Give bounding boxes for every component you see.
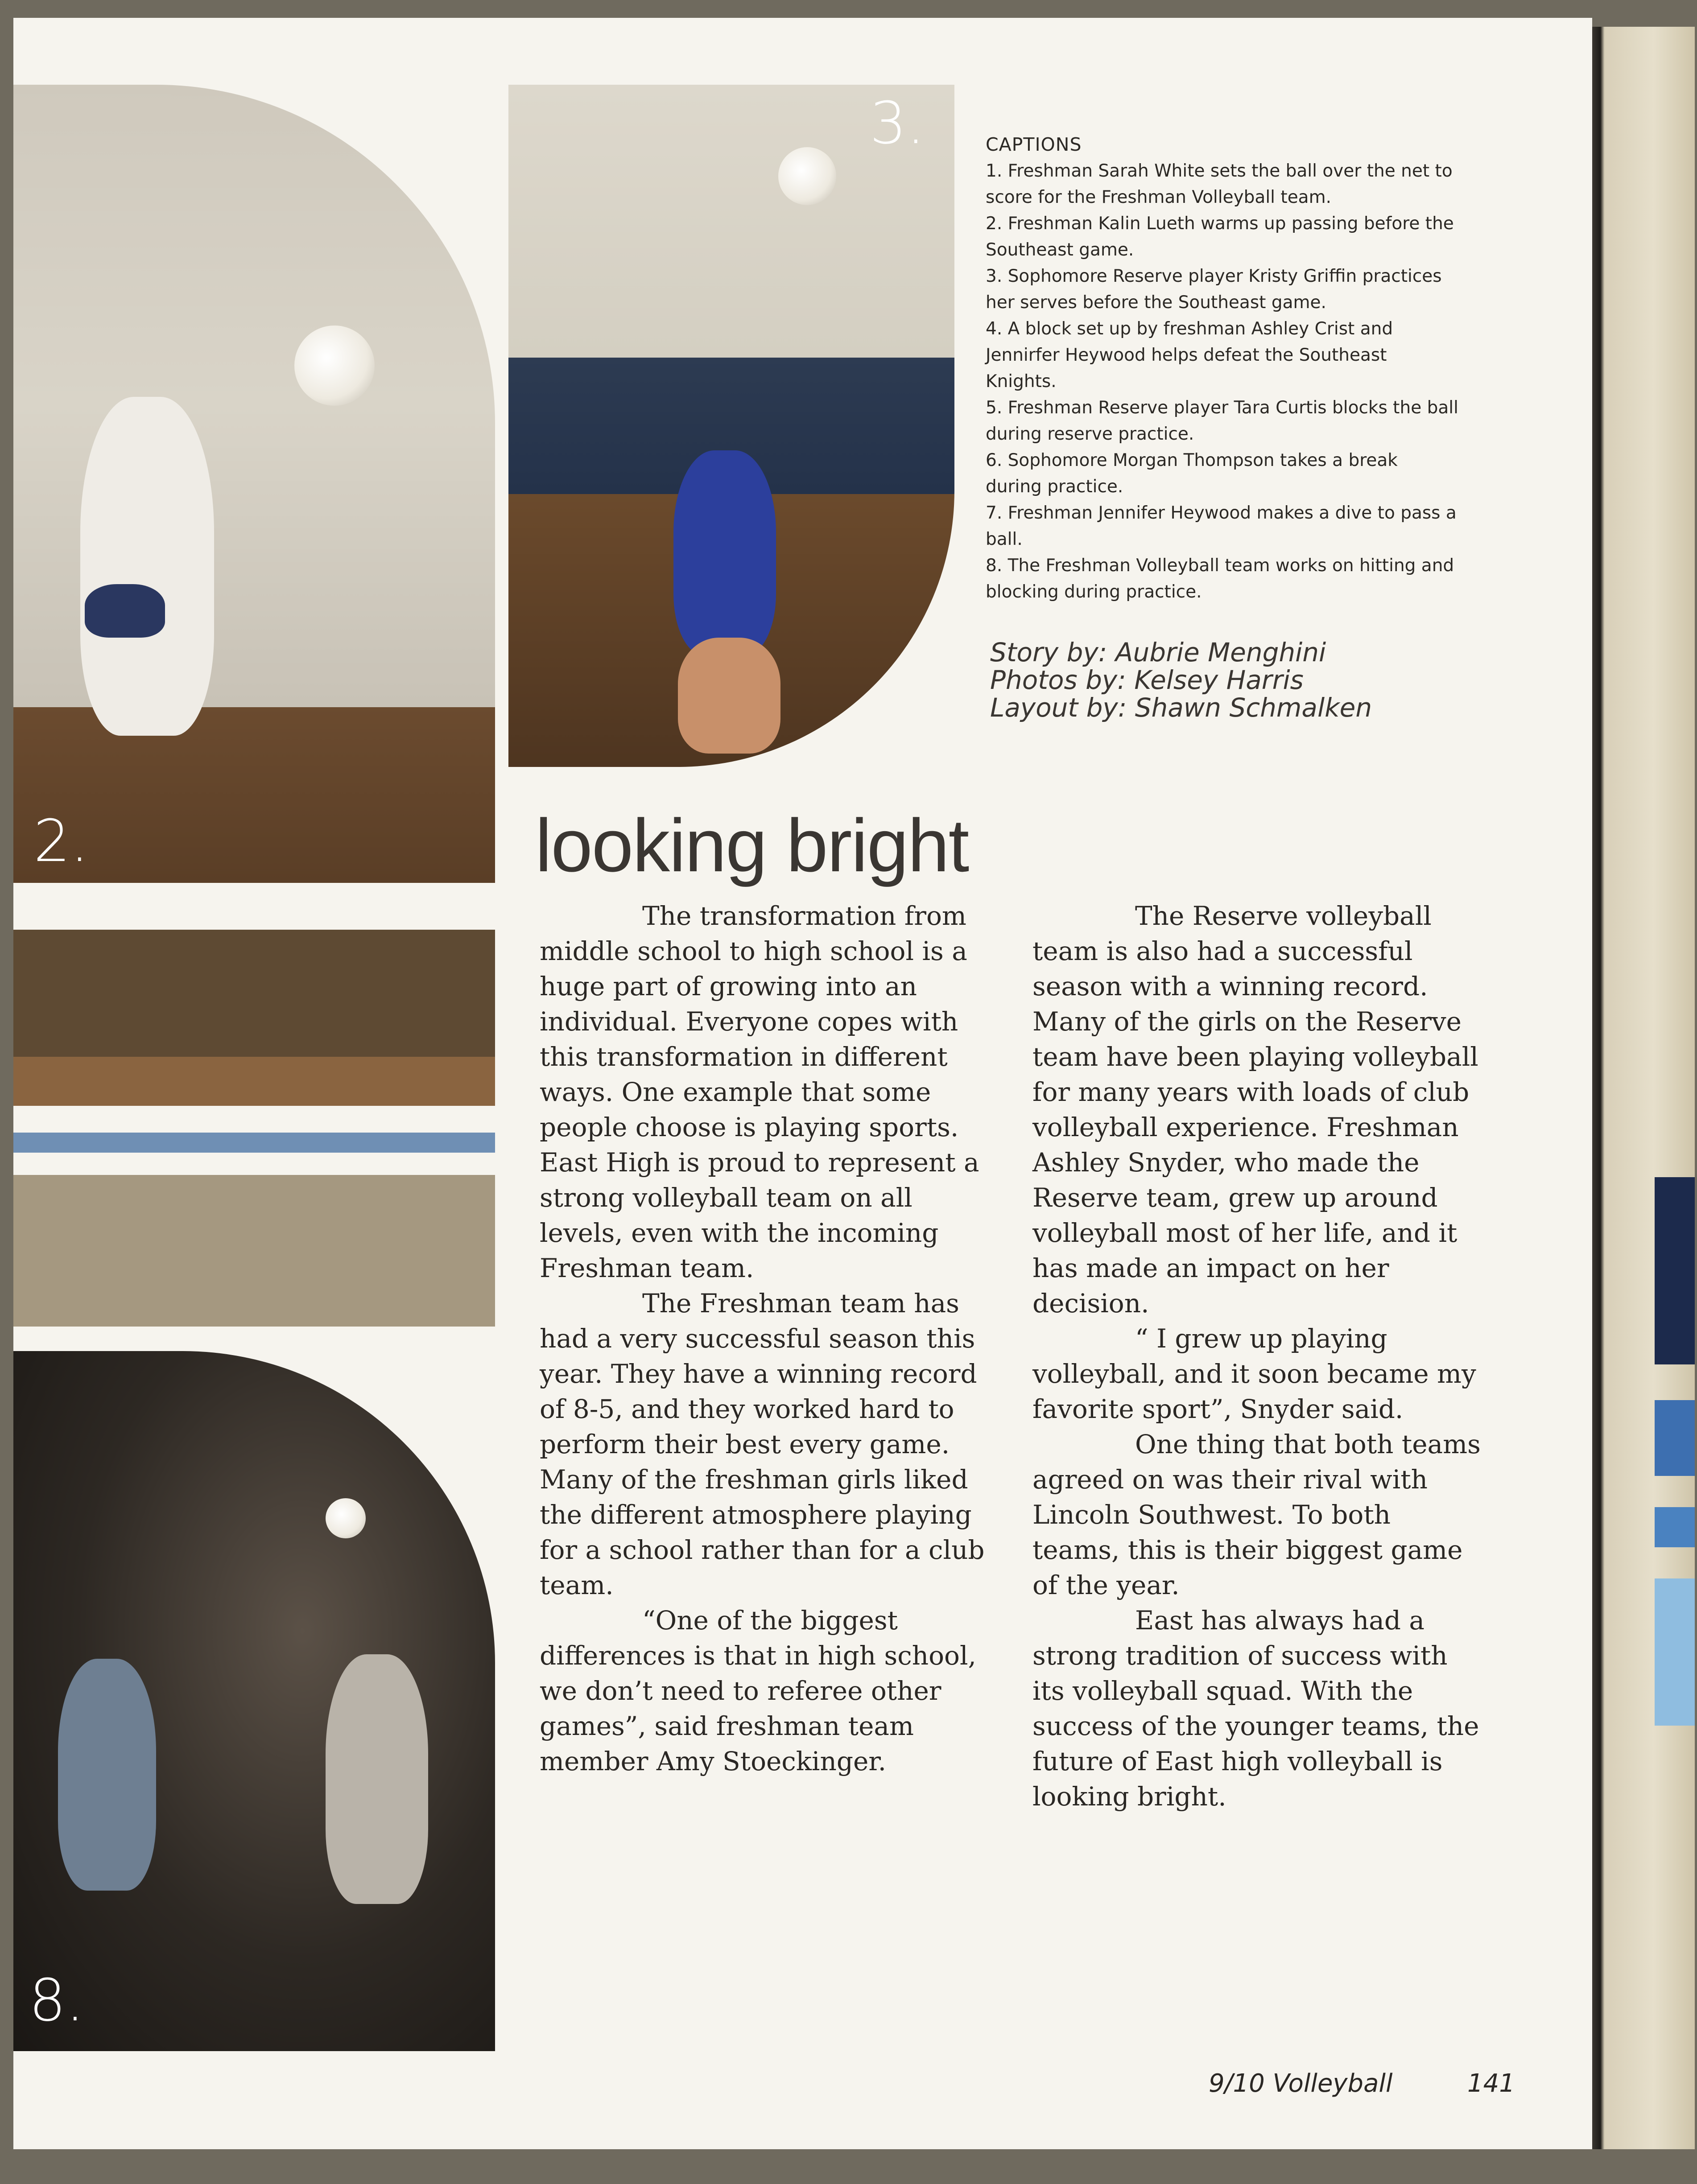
player-figure bbox=[80, 397, 214, 736]
volleyball bbox=[326, 1498, 366, 1538]
player-jersey bbox=[673, 450, 776, 655]
article-column-left bbox=[540, 898, 990, 1779]
caption-8: 8. The Freshman Volleyball team works on hitting and blocking during practice. bbox=[986, 556, 1454, 602]
credit-story: Story by: Aubrie Menghini bbox=[990, 637, 1326, 668]
captions-heading: CAPTIONS bbox=[986, 134, 1082, 155]
player-figure bbox=[326, 1654, 428, 1904]
caption-7: 7. Freshman Jennifer Heywood makes a dive to pass a ball. bbox=[986, 503, 1457, 549]
yearbook-page bbox=[13, 18, 1592, 2149]
player-legs bbox=[678, 638, 780, 754]
spine-band-navy bbox=[1655, 1177, 1695, 1364]
stripe-tan bbox=[13, 1175, 495, 1327]
article-paragraph: The Freshman team has had a very successful season this year. They have a winning record of 8-5, and they worked hard to perform their best every game. Many of the freshman girls liked the different atmosphere playing for a school rather than for a club team. bbox=[540, 1288, 985, 1600]
caption-5: 5. Freshman Reserve player Tara Curtis blocks the ball during reserve practice. bbox=[986, 398, 1458, 444]
article-paragraph: “ I grew up playing volleyball, and it soon became my favorite sport”, Snyder said. bbox=[1032, 1323, 1476, 1424]
spine-band-light bbox=[1655, 1578, 1695, 1726]
article-paragraph: The transformation from middle school to high school is a huge part of growing into an individual. Everyone copes with this transformation in different ways. One example that some people choose is playing sports. East High is proud to represent a strong volleyball team on all levels, even with the incoming Freshman team. bbox=[540, 901, 979, 1283]
article-paragraph: One thing that both teams agreed on was their rival with Lincoln Southwest. To both teams, this is their biggest game of the year. bbox=[1032, 1429, 1481, 1600]
article-column-right bbox=[1032, 898, 1483, 1814]
stripe-brown-dark bbox=[13, 930, 495, 1063]
spine-band-blue-2 bbox=[1655, 1507, 1695, 1547]
photo-hitting-practice bbox=[13, 1351, 495, 2051]
credit-layout: Layout by: Shawn Schmalken bbox=[990, 692, 1372, 723]
caption-2: 2. Freshman Kalin Lueth warms up passing before the Southeast game. bbox=[986, 214, 1454, 260]
credits-block bbox=[990, 639, 1481, 721]
photo-serving-player bbox=[508, 85, 954, 767]
photo-number: 2. bbox=[33, 807, 89, 875]
caption-6: 6. Sophomore Morgan Thompson takes a break during practice. bbox=[986, 450, 1398, 497]
article-paragraph: “One of the biggest differences is that in high school, we don’t need to referee other games”, said freshman team member Amy Stoeckinger. bbox=[540, 1605, 976, 1776]
player-shorts bbox=[85, 584, 165, 638]
article-paragraph: The Reserve volleyball team is also had a successful season with a winning record. Many of the girls on the Reserve team have been playing volleyball for many years with loads of club volleyball experience. Freshman Ashley Snyder, who made the Reserve team, grew up around volleyball most of her life, and it has made an impact on her decision. bbox=[1032, 901, 1478, 1319]
spine-band-blue bbox=[1655, 1400, 1695, 1476]
volleyball bbox=[294, 326, 375, 406]
caption-3: 3. Sophomore Reserve player Kristy Griffin practices her serves before the Southeast game. bbox=[986, 266, 1442, 313]
caption-4: 4. A block set up by freshman Ashley Crist and Jennirfer Heywood helps defeat the Southeast Knights. bbox=[986, 319, 1393, 391]
volleyball bbox=[778, 147, 836, 205]
book-spine bbox=[1592, 27, 1695, 2149]
photo-passing-player bbox=[13, 85, 495, 883]
captions-block bbox=[986, 132, 1458, 605]
article-headline: looking bright bbox=[535, 804, 969, 887]
stripe-blue bbox=[13, 1133, 495, 1153]
photo-number: 8. bbox=[29, 1966, 85, 2034]
credit-photos: Photos by: Kelsey Harris bbox=[990, 665, 1304, 695]
footer-page-number: 141 bbox=[1467, 2069, 1515, 2098]
photo-number: 3. bbox=[870, 89, 925, 157]
stripe-brown bbox=[13, 1057, 495, 1106]
article-paragraph: East has always had a strong tradition of success with its volleyball squad. With the success of the younger teams, the future of East high volleyball is looking bright. bbox=[1032, 1605, 1479, 1812]
player-figure-2 bbox=[58, 1659, 156, 1891]
caption-1: 1. Freshman Sarah White sets the ball over the net to score for the Freshman Volleyball team. bbox=[986, 161, 1453, 207]
footer-section: 9/10 Volleyball bbox=[1209, 2069, 1393, 2098]
